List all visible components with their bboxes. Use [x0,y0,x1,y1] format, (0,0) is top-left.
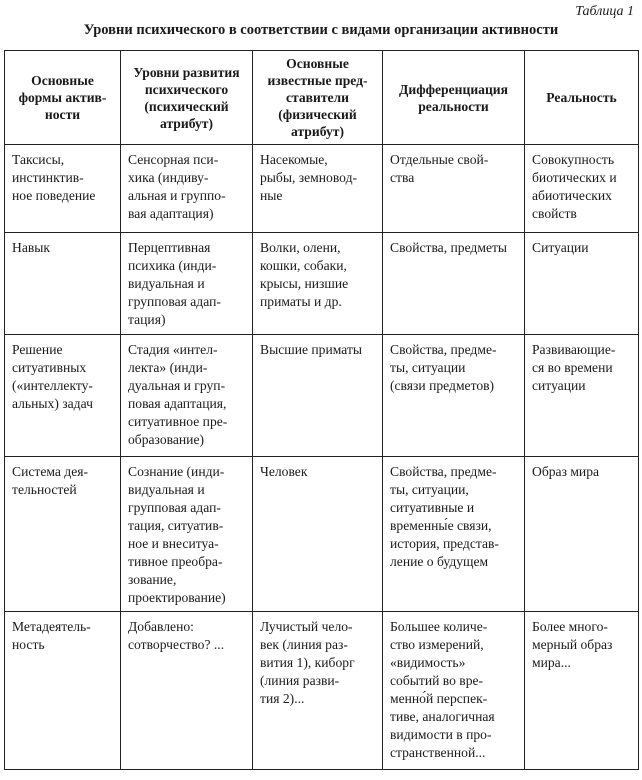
header-psychic-level [121,51,253,145]
table-cell [121,612,253,770]
table-cell [525,457,639,612]
header-label: Основные известные пред- ставители (физический атрибут) [267,56,368,139]
cell-text: Система дея- тельностей [12,464,89,497]
cell-text: Свойства, предметы [390,240,508,255]
table-row [5,145,639,233]
cell-text: Решение ситуативных («интеллекту- альных) задач [12,342,93,411]
table-cell [121,457,253,612]
cell-text: Отдельные свой- ства [390,152,489,185]
cell-text: Образ мира [532,464,600,479]
table-cell [525,612,639,770]
table-cell [121,335,253,457]
table-cell [253,145,383,233]
table-cell [5,457,121,612]
table-caption: Таблица 1 [575,4,634,19]
cell-text: Перцептивная психика (инди- видуальная и групповая адап- тация) [128,240,221,327]
table-cell [383,233,525,335]
cell-text: Лучистый чело- век (линия раз- вития 1), киборг (линия разви- тия 2)... [260,619,355,706]
cell-text: Стадия «интел- лекта» (инди- дуальная и груп- повая адаптация, ситуативное пре- образование) [128,342,228,447]
table-cell [5,233,121,335]
table-row [5,457,639,612]
cell-text: Добавлено: сотворчество? ... [128,619,225,652]
table-cell [253,233,383,335]
table-cell [383,145,525,233]
cell-text: Таксисы, инстинктив- ное поведение [12,152,96,203]
table-cell [253,335,383,457]
header-reality-differentiation [383,51,525,145]
cell-text: Навык [12,240,51,255]
header-label: Основные формы актив- ности [18,73,107,122]
cell-text: Развивающие- ся во времени ситуации [532,342,616,393]
cell-text: Совокупность биотических и абиотических свойств [532,152,617,221]
cell-text: Свойства, предме- ты, ситуации, ситуативные и временны́е связи, история, представ- ление о будущем [390,464,499,569]
table-cell [121,145,253,233]
table-cell [383,612,525,770]
header-label: Реальность [546,90,617,105]
cell-text: Сенсорная пси- хика (индиву- альная и группо- вая адаптация) [128,152,226,221]
table-cell [121,233,253,335]
table-cell [5,335,121,457]
table-row [5,233,639,335]
header-representatives [253,51,383,145]
cell-text: Сознание (инди- видуальная и групповая адап- тация, ситуатив- ное и внеситуа- тивное преобра- зование, проектирование) [128,464,226,605]
table-cell [253,612,383,770]
table-cell [5,612,121,770]
header-label: Дифференциация реальности [399,81,508,114]
table-header-row [5,51,639,145]
header-activity-forms [5,51,121,145]
cell-text: Насекомые, рыбы, земновод- ные [260,152,358,203]
table-cell [383,457,525,612]
table-cell [525,145,639,233]
cell-text: Свойства, предме- ты, ситуации (связи предметов) [390,342,497,393]
cell-text: Более много- мерный образ мира... [532,619,613,670]
cell-text: Волки, олени, кошки, собаки, крысы, низшие приматы и др. [260,240,349,309]
table-row [5,335,639,457]
cell-text: Высшие приматы [260,342,363,357]
table-cell [253,457,383,612]
header-label: Уровни развития психического (психический атрибут) [133,64,240,131]
cell-text: Человек [260,464,308,479]
header-reality [525,51,639,145]
table-cell [383,335,525,457]
table-row [5,612,639,770]
table-cell [525,335,639,457]
table-cell [5,145,121,233]
table-title: Уровни психического в соответствии с видами организации активности [83,22,559,38]
table-cell [525,233,639,335]
cell-text: Большее количе- ство измерений, «видимость» событий во вре- менно́й перспек- тиве, аналогичная видимости в про- странственной... [390,619,495,760]
cell-text: Ситуации [532,240,589,255]
cell-text: Метадеятель- ность [12,619,91,652]
activity-levels-table [4,50,639,770]
